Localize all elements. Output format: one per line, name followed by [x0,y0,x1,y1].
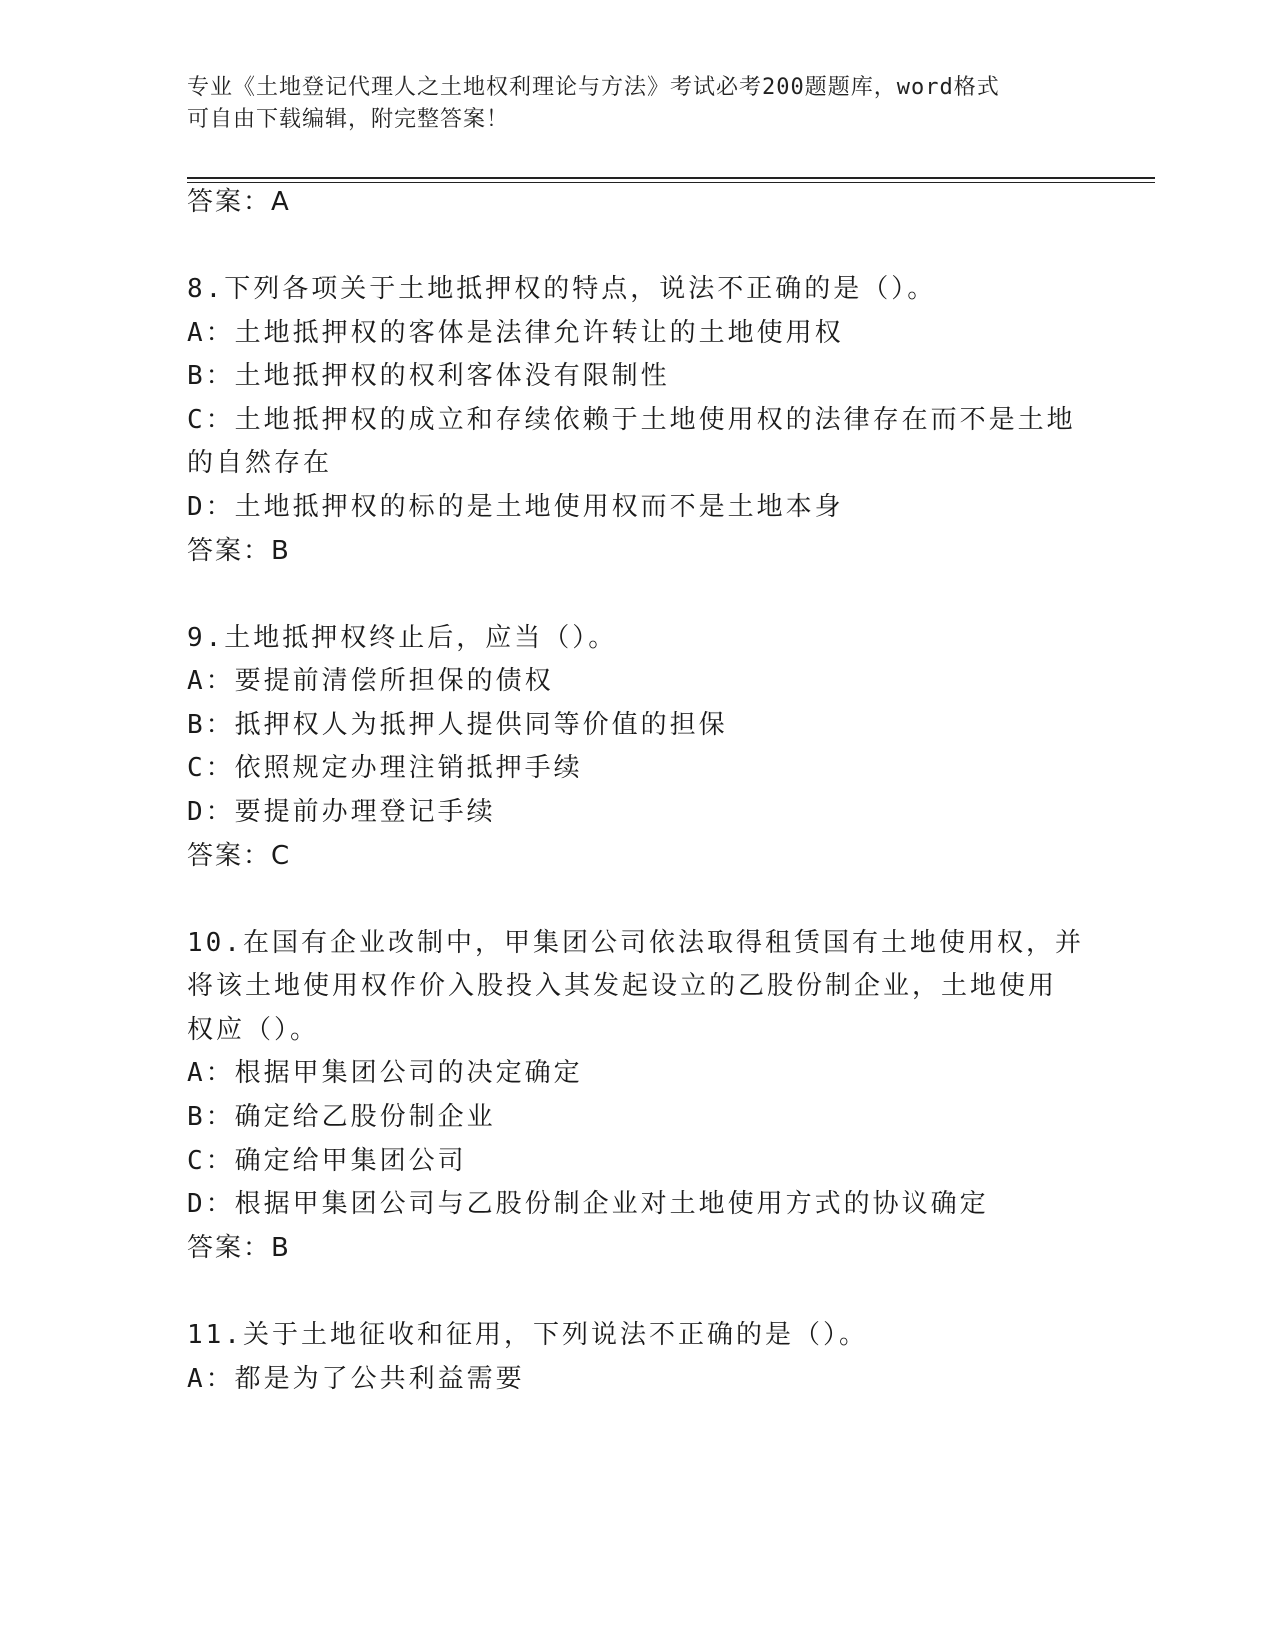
header-line-2: 可自由下载编辑，附完整答案！ [187,107,510,132]
question-9-option-a: A：要提前清偿所担保的债权 [187,666,554,696]
question-9-option-b: B：抵押权人为抵押人提供同等价值的担保 [187,710,728,740]
question-8-option-c: C：土地抵押权的成立和存续依赖于土地使用权的法律存在而不是土地 [187,405,1076,435]
question-10-stem-line-3: 权应（）。 [187,1015,320,1045]
question-9-option-c: C：依照规定办理注销抵押手续 [187,753,583,783]
header-rule-thin [187,182,1155,183]
question-11-option-a: A：都是为了公共利益需要 [187,1364,525,1394]
question-8-option-c-continued: 的自然存在 [187,448,333,478]
question-10-option-b: B：确定给乙股份制企业 [187,1102,496,1132]
question-10-option-a: A：根据甲集团公司的决定确定 [187,1058,583,1088]
question-8-option-d: D：土地抵押权的标的是土地使用权而不是土地本身 [187,492,844,522]
question-9-option-d: D：要提前办理登记手续 [187,797,496,827]
question-8-option-a: A：土地抵押权的客体是法律允许转让的土地使用权 [187,318,844,348]
question-10-stem-line-2: 将该土地使用权作价入股投入其发起设立的乙股份制企业，土地使用 [187,971,1058,1001]
question-10-answer: 答案：B [187,1233,291,1263]
header-rule-thick [187,177,1155,179]
question-9-answer: 答案：C [187,841,292,871]
answer-previous: 答案：A [187,187,291,217]
header-line-1: 专业《土地登记代理人之土地权利理论与方法》考试必考200题题库，word格式 [187,75,1000,100]
question-10-option-d: D：根据甲集团公司与乙股份制企业对土地使用方式的协议确定 [187,1189,989,1219]
question-11-stem: 11.关于土地征收和征用，下列说法不正确的是（）。 [187,1320,868,1350]
page-header [187,72,1067,136]
question-10-stem: 10.在国有企业改制中，甲集团公司依法取得租赁国有土地使用权，并 [187,928,1084,958]
question-8-stem: 8.下列各项关于土地抵押权的特点，说法不正确的是（）。 [187,274,937,304]
question-9-stem: 9.土地抵押权终止后，应当（）。 [187,623,618,653]
question-10-option-c: C：确定给甲集团公司 [187,1146,467,1176]
question-8-option-b: B：土地抵押权的权利客体没有限制性 [187,361,670,391]
question-8-answer: 答案：B [187,536,291,566]
